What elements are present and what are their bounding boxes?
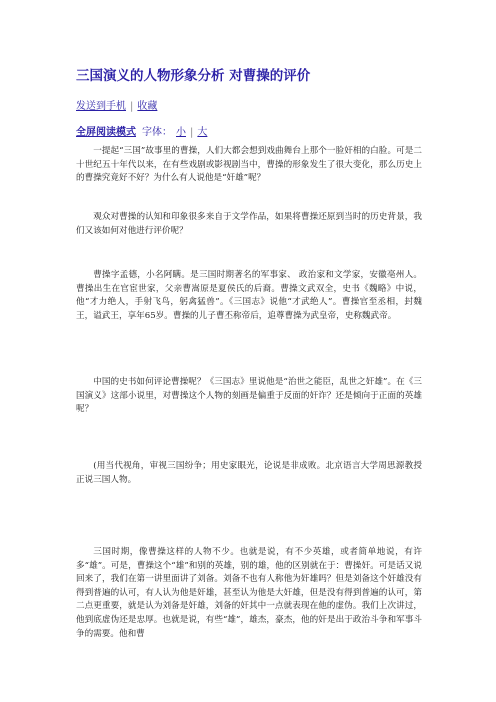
reading-options [76, 123, 207, 138]
send-to-phone-link[interactable]: 发送到手机 [76, 101, 126, 112]
article-title: 三国演义的人物形象分析 对曹操的评价 [76, 68, 311, 84]
font-small-link[interactable]: 小 [176, 127, 186, 138]
paragraph-lecture-note: (用当代视角，审视三国纷争；用史家眼光，论说是非成败。北京语言大学周思源教授正说三国人物。 [76, 461, 422, 485]
fullscreen-reading-link[interactable]: 全屏阅读模式 [76, 127, 136, 138]
favorite-link[interactable]: 收藏 [137, 101, 158, 112]
paragraph-history-books: 中国的史书如何评论曹操呢？《三国志》里说他是“治世之能臣，乱世之奸雄”。在《三国演义》这部小说里，对曹操这个人物的刻画是偏重于反面的奸诈？还是倾向于正面的英雄呢？ [76, 377, 422, 415]
paragraph-audience: 观众对曹操的认知和印象很多来自于文学作品，如果将曹操还原到当时的历史背景，我们又该如何对他进行评价呢？ [76, 212, 422, 236]
font-separator: | [190, 127, 194, 138]
font-large-link[interactable]: 大 [197, 127, 208, 138]
article-actions [76, 97, 157, 112]
paragraph-analysis: 三国时期，像曹操这样的人物不少。也就是说，有不少英雄，或者简单地说，有许多“雄”。可是，曹操这个“雄”和别的英雄，别的雄，他的区别就在于：曹操奸。可是话又说回来了，我们在第一讲里面讲了刘备。刘备不也有人称他为奸雄吗？但是刘备这个奸雄没有得到普遍的认可，有人认为他是奸雄，甚至认为他是大奸雄，但是没有得到普遍的认可，第二点更重要，就是认为刘备是奸雄，刘备的奸其中一点就表现在他的虚伪。我们上次讲过，他到底虚伪还是忠厚。也就是说，有些“雄”，雄杰，豪杰，他的奸是出于政治斗争和军事斗争的需要。他和曹 [76, 547, 422, 639]
font-size-label: 字体： [142, 127, 172, 138]
paragraph-biography: 曹操字孟德，小名阿瞒。是三国时期著名的军事家、 政治家和文学家，安徽亳州人。曹操出生在官宦世家，父亲曹嵩原是夏侯氏的后裔。曹操文武双全，史书《魏略》中说，他“才力绝人，手射飞鸟，躬禽猛兽”。《三国志》说他“才武绝人”。曹操官至丞相，封魏王，谥武王，享年65岁。曹操的儿子曹丕称帝后，追尊曹操为武皇帝，史称魏武帝。 [76, 270, 422, 321]
paragraph-intro: 一提起“三国”故事里的曹操，人们大都会想到戏曲舞台上那个一脸奸相的白脸。可是二十世纪五十年代以来，在有些戏剧或影视剧当中，曹操的形象发生了很大变化，那么历史上的曹操究竟好不好？为什么有人说他是“奸雄”呢？ [76, 146, 422, 184]
action-separator: | [130, 101, 134, 112]
